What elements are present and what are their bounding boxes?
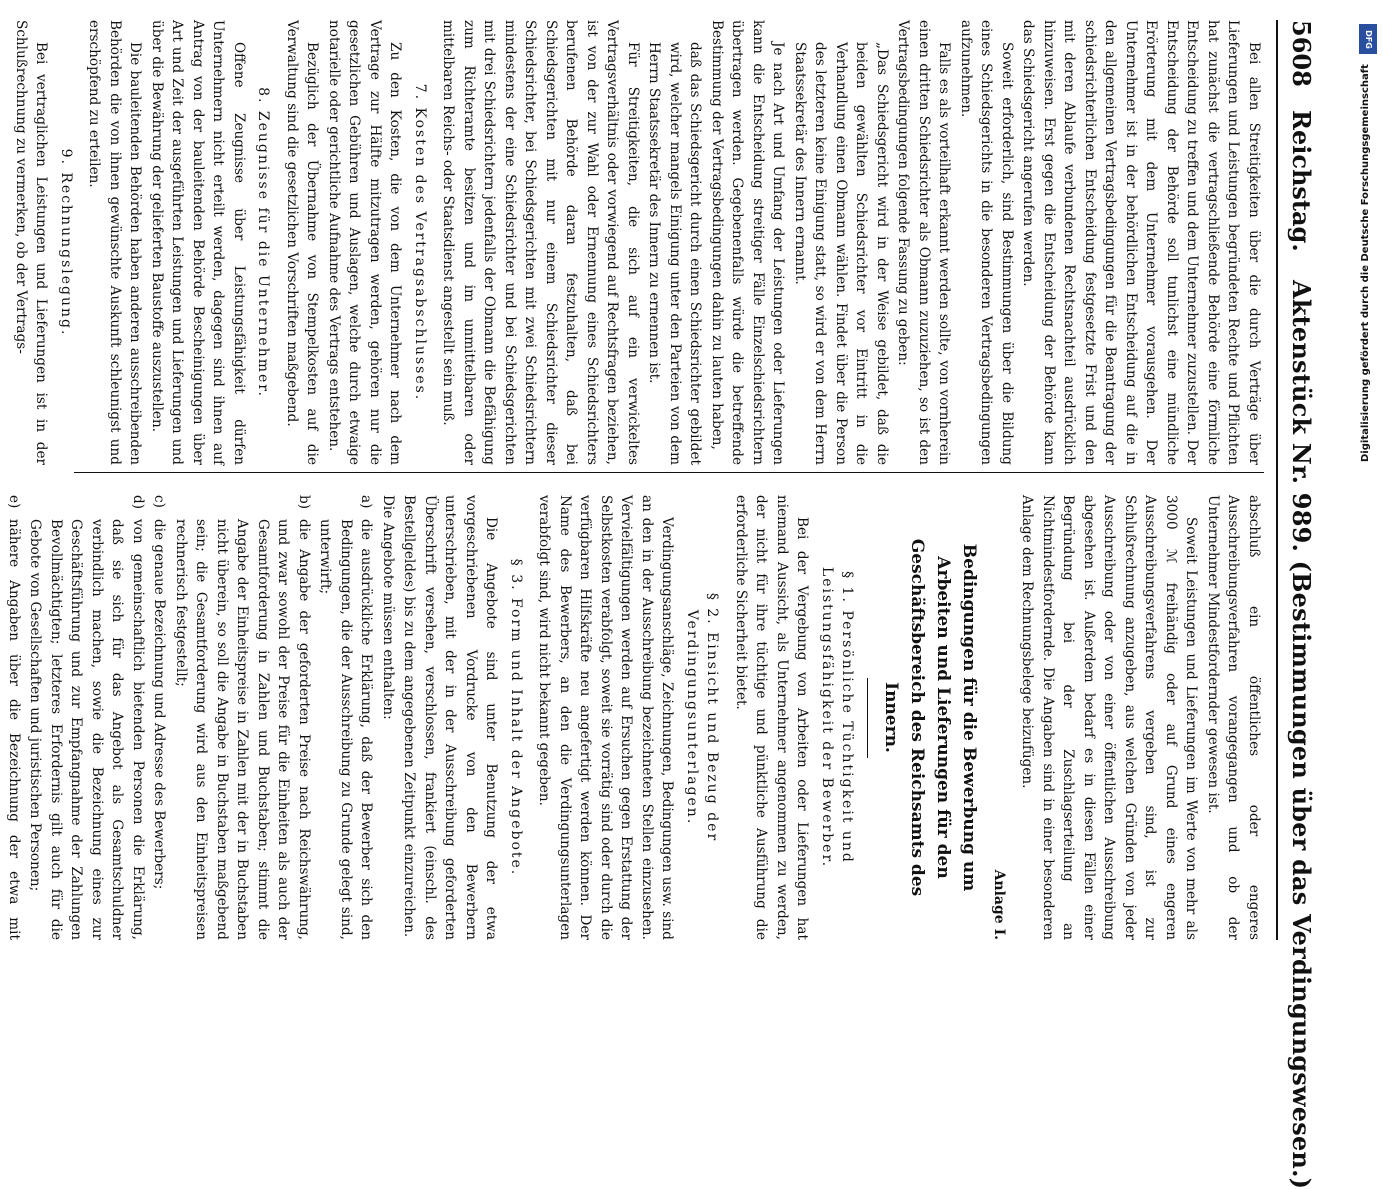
list-item-text: die genaue Bezeichnung und Adresse des Bewerbers; bbox=[151, 519, 168, 890]
digitization-footer bbox=[1357, 24, 1379, 984]
paragraph: Die bauleitenden Behörden haben anderen ausschreibenden Behörden die von ihnen gewünschte Auskunft schleunigst und erschöpfend zu erteilen. bbox=[86, 20, 144, 465]
list-item-text: von gemeinschaftlich bietenden Personen die Erklärung, daß sie sich für das Angebot als Gesamtschuldner verbindlich machen, sowie die Bezeichnung eines zur Geschäftsführung und zur Empfangnahme der Zahlungen Bevollmächtigten; letzteres Erfordernis gilt auch für die Gebote von Gesellschaften und juristischen Personen; bbox=[27, 519, 146, 940]
list-item-text: die Angabe der geforderten Preise nach Reichswährung, und zwar sowohl der Preise für die Einheiten als auch der Gesamtforderung in Zahlen und Buchstaben; stimmt die Angabe der Einheitspreise in Zahlen mit der in Buchstaben nicht überein, so soll die Angabe in Buchstaben maßgebend sein; die Gesamtforderung wird aus den Einheitspreisen rechnerisch festgestellt; bbox=[173, 519, 312, 940]
page-number: 5608 bbox=[1287, 20, 1316, 87]
list-item-text: nähere Angaben über die Bezeichnung der etwa mit bbox=[6, 519, 22, 940]
quote-paragraph: „Das Schiedsgericht wird in der Weise gebildet, daß die beiden gewählten Schiedsrichter vor Eintritt in die Verhandlung einen Obmann wählen. Findet über die Person des letzteren keine Einigung statt, so wird er von dem Herrn Staatssekretär des Innern ernannt. bbox=[792, 42, 890, 465]
left-column bbox=[13, 20, 1264, 465]
paragraph: Die Angebote sind unter Benutzung der etwa vorgeschriebenen Vordrucke von den Bewerbern unterschrieben, mit der in der Ausschreibung geforderten Überschrift versehen, verschlossen, frankiert (einschl. des Bestellgeldes) bis zu dem angegebenen Zeitpunkt einzureichen. bbox=[401, 495, 500, 940]
rotated-document-page bbox=[6, 0, 1340, 1189]
paragraph: Bei vertraglichen Leistungen und Lieferungen ist in der Schlußrechnung zu vermerken, ob der Vertrags- bbox=[13, 20, 50, 465]
list-item bbox=[149, 495, 170, 940]
paragraph: Offene Zeugnisse über Leistungsfähigkeit dürfen Unternehmern nicht erteilt werden, dagegen sind ihnen auf Antrag von der bauleitenden Behörde Bescheinigungen über Art und Zeit der ausgeführten Leistungen und Lieferungen und über die Bewährung der gelieferten Baustoffe auszustellen. bbox=[149, 20, 247, 465]
header-title: Aktenstück Nr. 989. (Bestimmungen über das Verdingungswesen.) bbox=[1287, 280, 1316, 1189]
page-header bbox=[1274, 20, 1324, 1189]
column-separator bbox=[74, 472, 1264, 473]
paragraph: Je nach Art und Umfang der Leistungen oder Lieferungen kann die Entscheidung streitiger Fälle Einzelschiedsrichtern übertragen werden. Gegebenenfalls würde die betreffende Bestimmung der Vertragsbedingungen dahin zu lauten haben, bbox=[709, 20, 787, 465]
dfg-logo-text: DFG bbox=[1363, 29, 1373, 49]
list-item-label: e) bbox=[6, 495, 22, 509]
list-item-label: c) bbox=[151, 495, 168, 508]
dfg-logo bbox=[1359, 24, 1377, 54]
paragraph: Soweit Leistungen und Lieferungen im Werte von mehr als 3000 ℳ freihändig oder auf Grund eines engeren Ausschreibungsverfahrens vergeben sind, ist zur Schlußrechnung anzugeben, aus welchen Gründen von jeder Ausschreibung oder von einer öffentlichen Ausschreibung abgesehen ist. Außerdem bedarf es in diesen Fällen einer Begründung bei der Zuschlagserteilung an Nichtmindestfordernde. Die Angaben sind in einer besonderen Anlage dem Rechnungsbelege beizufügen. bbox=[1019, 495, 1200, 940]
section-heading: 7. Kosten des Vertragsabschlusses. bbox=[412, 83, 428, 402]
header-rule bbox=[1276, 20, 1278, 940]
section-heading: 8. Zeugnisse für die Unternehmer. bbox=[255, 87, 272, 398]
paragraph: Bei allen Streitigkeiten über die durch Verträge über Lieferungen und Leistungen begründeten Rechte und Pflichten hat zunächst die vertragschließende Behörde eine förmliche Entscheidung zu treffen und dem Unternehmer zuzustellen. Der Entscheidung der Behörde soll tunlichst eine mündliche Erörterung mit dem Unternehmer vorausgehen. Der Unternehmer ist in der behördlichen Entscheidung auf die in den allgemeinen Vertragsbedingungen für die Beantragung der schiedsrichterlichen Entscheidung festgesetzte Frist und den mit deren Ablaufe verbundenen Rechtsnachteil ausdrücklich hinzuweisen. Erst gegen die Entscheidung der Behörde kann das Schiedsgericht angerufen werden. bbox=[1020, 20, 1262, 465]
quote-paragraph: daß das Schiedsgericht durch einen Schiedsrichter gebildet wird, welcher mangels Einigung unter den Parteien von dem Herrn Staatssekretär des Innern zu ernennen ist. bbox=[646, 42, 704, 465]
paragraph: Falls es als vorteilhaft erkannt werden sollte, von vornherein einen dritten Schiedsrichter als Obmann zuzuziehen, so ist den Vertragsbedingungen folgende Fassung zu geben: bbox=[895, 20, 953, 465]
paragraph: Bezüglich der Übernahme von Stempelkosten auf die Verwaltung sind die gesetzlichen Vorschriften maßgebend. bbox=[284, 20, 321, 465]
list-item bbox=[315, 495, 377, 940]
list-item-text: die ausdrückliche Erklärung, daß der Bewerber sich den Bedingungen, die der Ausschreibung zu Grunde gelegt sind, unterwirft; bbox=[317, 519, 375, 940]
list-item-label: b) bbox=[296, 495, 312, 510]
list-item-label: d) bbox=[130, 495, 146, 510]
paragraph: Verdingungsanschläge, Zeichnungen, Bedingungen usw. sind an den in der Ausschreibung bezeichneten Stellen einzusehen. Vervielfältigungen werden auf Ersuchen gegen Erstattung der Selbstkosten verabfolgt, soweit sie vorrätig sind oder durch die verfügbaren Hilfskräfte neu angefertigt werden können. Der Name des Bewerbers, an den die Verdingungsunterlagen verabfolgt sind, wird nicht bekannt gegeben. bbox=[536, 495, 676, 940]
session-label: Reichstag. bbox=[1287, 110, 1316, 252]
section-heading: § 1. Persönliche Tüchtigkeit und Leistungsfähigkeit der Bewerber. bbox=[819, 566, 856, 869]
paragraph: Soweit erforderlich, sind Bestimmungen über die Bildung eines Schiedsgerichts in die besonderen Vertragsbedingungen aufzunehmen. bbox=[958, 20, 1015, 465]
section-heading: 9. Rechnungslegung. bbox=[58, 148, 74, 337]
paragraph: Bei der Vergebung von Arbeiten oder Lieferungen hat niemand Aussicht, als Unternehmer angenommen zu werden, der nicht für ihre tüchtige und pünktliche Ausführung die erforderliche Sicherheit bietet. bbox=[733, 495, 811, 940]
paragraph: Für Streitigkeiten, die sich auf ein verwickeltes Vertragsverhältnis oder vorwiegend auf Rechtsfragen beziehen, ist von der zur Wahl oder Ernennung eines Schiedsrichters berufenen Behörde daran festzuhalten, daß bei Schiedsgerichten mit nur einem Schiedsrichter dieser Schiedsrichter, bei Schiedsgerichten mit zwei Schiedsrichtern mindestens der eine Schiedsrichter und bei Schiedsgerichten mit drei Schiedsrichtern jedenfalls der Obmann die Befähigung zum Richteramte besitzen und im unmittelbaren oder mittelbaren Reichs- oder Staatsdienst angestellt sein muß. bbox=[440, 20, 641, 465]
annex-title: Bedingungen für die Bewerbung um Arbeiten und Lieferungen für den Geschäftsbereich des Reichsamts des Innern. bbox=[881, 538, 980, 897]
list-item bbox=[171, 495, 315, 940]
list-item bbox=[25, 495, 148, 940]
paragraph: Die Angebote müssen enthalten: bbox=[380, 495, 396, 720]
title-separator bbox=[868, 678, 869, 758]
right-column bbox=[6, 495, 1264, 940]
annex-label: Anlage I. bbox=[991, 869, 1007, 940]
section-heading: § 3. Form und Inhalt der Angebote. bbox=[508, 558, 524, 877]
paragraph: abschluß ein öffentliches oder engeres Ausschreibungsverfahren vorangegangen und ob der Unternehmer Mindestfordernder gewesen ist. bbox=[1205, 495, 1262, 940]
list-item-label: a) bbox=[358, 495, 375, 509]
funding-note: Digitalisierung gefördert durch die Deutsche Forschungsgemeinschaft bbox=[1360, 64, 1371, 462]
list-item bbox=[0, 495, 24, 940]
section-heading: § 2. Einsicht und Bezug der Verdingungsunterlagen. bbox=[684, 592, 721, 843]
paragraph: Zu den Kosten, die von dem Unternehmer nach dem Vertrage zur Hälfte mitzutragen werden, gehören nur die gesetzlichen Gebühren und Auslagen, welche durch etwaige notarielle oder gerichtliche Aufnahme des Vertrags entstehen. bbox=[326, 20, 404, 465]
requirements-list bbox=[0, 495, 377, 940]
